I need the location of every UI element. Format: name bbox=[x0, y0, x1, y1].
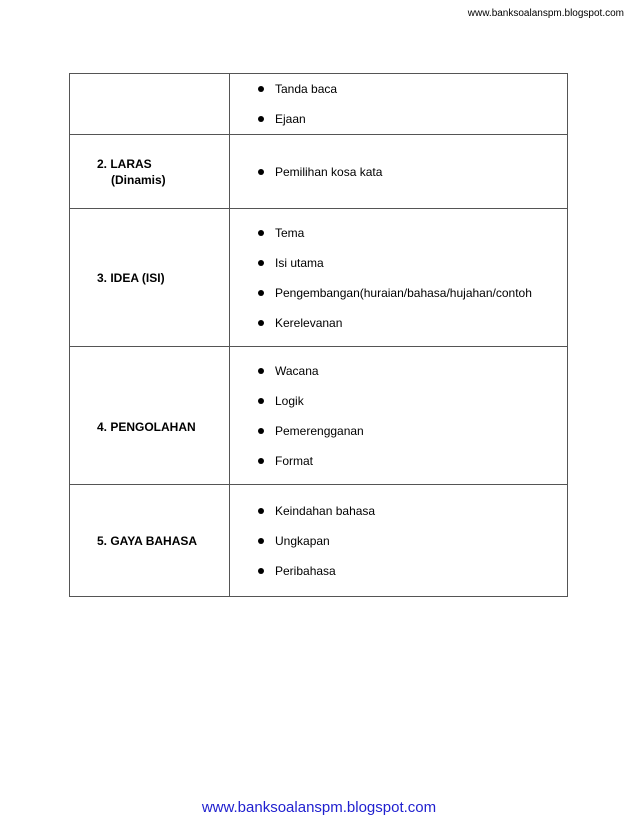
list-item bbox=[258, 157, 567, 187]
list-item bbox=[258, 104, 567, 134]
criterion-label: 2. LARAS bbox=[97, 156, 152, 171]
criterion-cell bbox=[70, 135, 230, 209]
list-item bbox=[258, 386, 567, 416]
bullet-icon bbox=[258, 260, 264, 266]
items-cell bbox=[230, 347, 568, 485]
bullet-list bbox=[258, 218, 567, 338]
list-item-text: Ejaan bbox=[275, 112, 306, 126]
list-item-text: Tanda baca bbox=[275, 82, 338, 96]
list-item bbox=[258, 248, 567, 278]
bullet-list bbox=[258, 356, 567, 476]
criterion-cell bbox=[70, 74, 230, 135]
list-item bbox=[258, 446, 567, 476]
list-item-text: Keindahan bahasa bbox=[275, 503, 376, 518]
table-row bbox=[70, 209, 568, 347]
list-item-text: Wacana bbox=[275, 363, 319, 378]
list-item bbox=[258, 308, 567, 338]
criterion-cell bbox=[70, 347, 230, 485]
bullet-icon bbox=[258, 538, 264, 544]
list-item-text: Format bbox=[275, 453, 314, 468]
table-row bbox=[70, 347, 568, 485]
list-item-text: Pemerengganan bbox=[275, 423, 364, 438]
list-item bbox=[258, 496, 567, 526]
table-row bbox=[70, 485, 568, 597]
bullet-list bbox=[258, 74, 567, 134]
criterion-cell bbox=[70, 485, 230, 597]
list-item-text: Logik bbox=[275, 393, 304, 408]
bullet-icon bbox=[258, 368, 264, 374]
list-item-text: Peribahasa bbox=[275, 563, 336, 578]
items-cell bbox=[230, 209, 568, 347]
bullet-icon bbox=[258, 398, 264, 404]
items-cell bbox=[230, 74, 568, 135]
criterion-label: 5. GAYA BAHASA bbox=[97, 533, 198, 548]
list-item bbox=[258, 416, 567, 446]
list-item-text: Isi utama bbox=[275, 255, 324, 270]
bullet-icon bbox=[258, 116, 264, 122]
bullet-icon bbox=[258, 458, 264, 464]
bullet-icon bbox=[258, 568, 264, 574]
bullet-list bbox=[258, 496, 567, 586]
list-item-text: Kerelevanan bbox=[275, 315, 343, 330]
items-cell bbox=[230, 135, 568, 209]
bullet-icon bbox=[258, 290, 264, 296]
bullet-icon bbox=[258, 86, 264, 92]
criterion-label: 4. PENGOLAHAN bbox=[97, 419, 196, 434]
list-item-text: Tema bbox=[275, 225, 305, 240]
list-item bbox=[258, 218, 567, 248]
bullet-list bbox=[258, 157, 567, 187]
bullet-icon bbox=[258, 320, 264, 326]
rubric-table bbox=[69, 73, 568, 597]
criterion-label: 3. IDEA (ISI) bbox=[97, 270, 165, 285]
header-url: www.banksoalanspm.blogspot.com bbox=[467, 8, 624, 19]
list-item bbox=[258, 278, 567, 308]
table-row bbox=[70, 135, 568, 209]
footer-url[interactable]: www.banksoalanspm.blogspot.com bbox=[201, 799, 437, 816]
criterion-sublabel: (Dinamis) bbox=[111, 172, 166, 187]
list-item-text: Ungkapan bbox=[275, 533, 330, 548]
list-item-text: Pemilihan kosa kata bbox=[275, 164, 383, 179]
list-item-text: Pengembangan(huraian/bahasa/hujahan/contoh bbox=[275, 285, 532, 300]
table-row bbox=[70, 74, 568, 135]
list-item bbox=[258, 356, 567, 386]
bullet-icon bbox=[258, 508, 264, 514]
list-item bbox=[258, 526, 567, 556]
list-item bbox=[258, 74, 567, 104]
bullet-icon bbox=[258, 428, 264, 434]
bullet-icon bbox=[258, 230, 264, 236]
list-item bbox=[258, 556, 567, 586]
bullet-icon bbox=[258, 169, 264, 175]
items-cell bbox=[230, 485, 568, 597]
criterion-cell bbox=[70, 209, 230, 347]
